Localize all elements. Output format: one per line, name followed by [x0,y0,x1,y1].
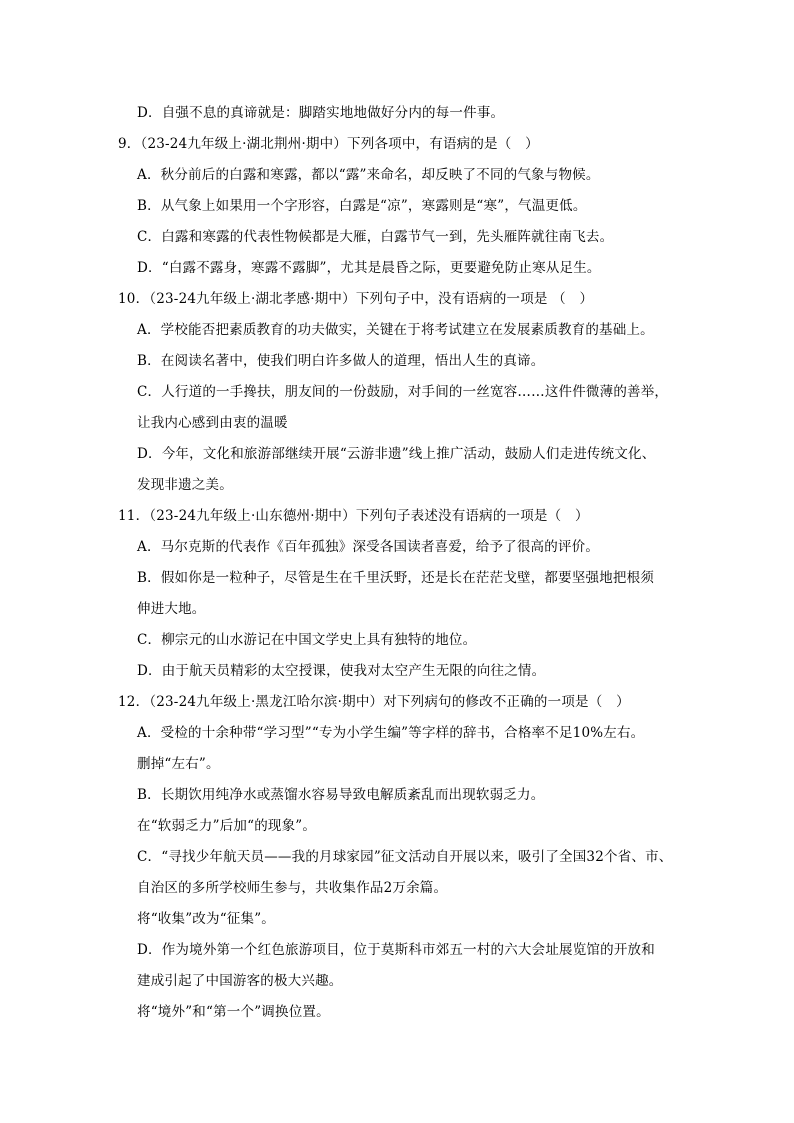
q10-option-c-line2: 让我内心感到由衷的温暖 [137,415,288,431]
q9-option-d: D．“白露不露身，寒露不露脚”，尤其是晨昏之际，更要避免防止寒从足生。 [137,260,601,276]
q8-option-d: D．自强不息的真谛就是：脚踏实地地做好分内的每一件事。 [137,105,505,121]
q11-option-a: A．马尔克斯的代表作《百年孤独》深受各国读者喜爱，给予了很高的评价。 [137,539,600,555]
q12-stem: 12．（23-24九年级上·黑龙江哈尔滨·期中）对下列病句的修改不正确的一项是（ ） [118,694,630,710]
q11-stem: 11．（23-24九年级上·山东德州·期中）下列句子表述没有语病的一项是（ ） [118,508,589,524]
q12-option-c-line1: C．“寻找少年航天员——我的月球家园”征文活动自开展以来，吸引了全国32个省、市、 [137,849,673,865]
q12-fix-b: 在“软弱乏力”后加“的现象”。 [137,818,317,834]
q10-option-d-line2: 发现非遗之美。 [137,477,233,493]
q11-option-c: C．柳宗元的山水游记在中国文学史上具有独特的地位。 [137,632,477,648]
q12-fix-d: 将“境外”和“第一个”调换位置。 [137,1004,330,1020]
q12-option-b: B．长期饮用纯净水或蒸馏水容易导致电解质紊乱而出现软弱乏力。 [137,787,545,803]
q9-option-b: B．从气象上如果用一个字形容，白露是“凉”，寒露则是“寒”，气温更低。 [137,198,587,214]
q10-option-b: B．在阅读名著中，使我们明白许多做人的道理，悟出人生的真谛。 [137,353,545,369]
q12-option-a: A．受检的十余种带“学习型”“专为小学生编”等字样的辞书，合格率不足10%左右。 [137,725,645,741]
q12-option-c-line2: 自治区的多所学校师生参与，共收集作品2万余篇。 [137,880,448,896]
q10-option-a: A．学校能否把素质教育的功夫做实，关键在于将考试建立在发展素质教育的基础上。 [137,322,654,338]
q9-stem: 9．（23-24九年级上·湖北荆州·期中）下列各项中，有语病的是（ ） [118,136,539,152]
q12-fix-c: 将“收集”改为“征集”。 [137,911,276,927]
q10-option-d-line1: D．今年，文化和旅游部继续开展“云游非遗”线上推广活动，鼓励人们走进传统文化、 [137,446,656,462]
q12-option-d-line2: 建成引起了中国游客的极大兴趣。 [137,973,343,989]
q11-option-b-line2: 伸进大地。 [137,601,206,617]
q10-option-c-line1: C．人行道的一手搀扶，朋友间的一份鼓励，对手间的一丝宽容……这件件微薄的善举， [137,384,669,400]
q12-option-d-line1: D．作为境外第一个红色旅游项目，位于莫斯科市郊五一村的六大会址展览馆的开放和 [137,942,655,958]
q11-option-b-line1: B．假如你是一粒种子，尽管是生在千里沃野，还是长在茫茫戈壁，都要坚强地把根须 [137,570,655,586]
q9-option-c: C．白露和寒露的代表性物候都是大雁，白露节气一到，先头雁阵就往南飞去。 [137,229,614,245]
q11-option-d: D．由于航天员精彩的太空授课，使我对太空产生无限的向往之情。 [137,663,546,679]
q9-option-a: A．秋分前后的白露和寒露，都以“露”来命名，却反映了不同的气象与物候。 [137,167,600,183]
q10-stem: 10．（23-24九年级上·湖北孝感·期中）下列句子中，没有语病的一项是 （ ） [118,291,594,307]
q12-fix-a: 删掉“左右”。 [137,756,220,772]
